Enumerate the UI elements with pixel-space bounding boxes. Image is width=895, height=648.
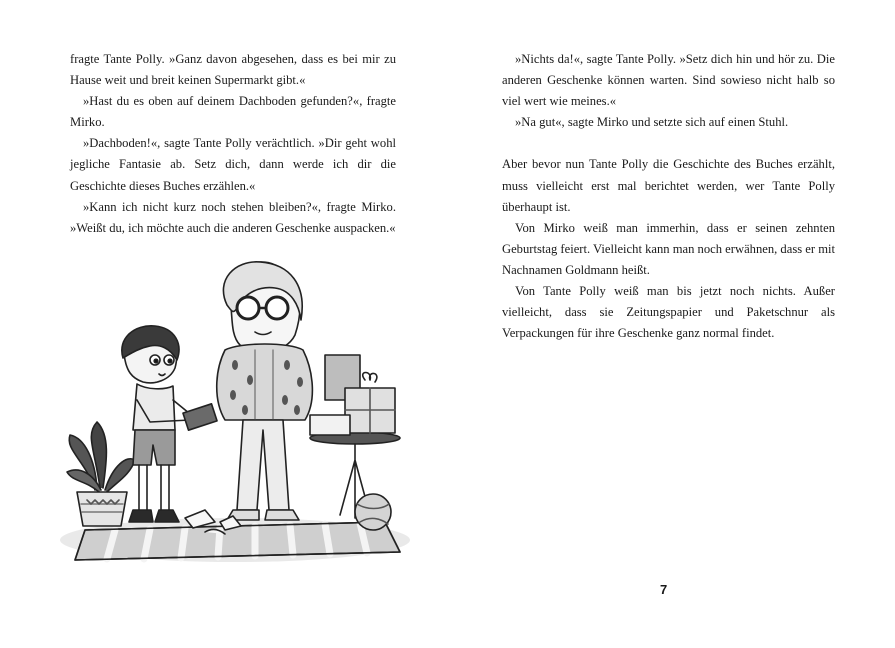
aunt-polly (217, 262, 313, 520)
right-paragraph-5: Von Tante Polly weiß man bis jetzt noch nichts. Außer vielleicht, dass sie Zeitungspapier und Paketschnur als Verpackungen für ihre Geschenke ganz normal findet. (502, 284, 835, 341)
left-paragraph-2: »Hast du es oben auf deinem Dachboden gefunden?«, fragte Mirko. (70, 94, 396, 130)
illustration-mirko-and-aunt-polly (55, 260, 415, 570)
right-paragraph-4: Von Mirko weiß man immerhin, dass er seinen zehnten Geburtstag feiert. Vielleicht kann man noch erwähnen, dass er mit Nachnamen Goldmann heißt. (502, 220, 835, 277)
right-paragraph-2: »Na gut«, sagte Mirko und setzte sich auf einen Stuhl. (515, 115, 789, 130)
right-paragraph-1: »Nichts da!«, sagte Tante Polly. »Setz dich hin und hör zu. Die anderen Geschenke können warten. Sind sowieso nicht halb so viel wert wie meines.« (502, 52, 835, 109)
side-table-with-presents (310, 355, 400, 518)
right-text-column (502, 49, 835, 344)
left-paragraph-1: fragte Tante Polly. »Ganz davon abgesehen, dass es bei mir zu Hause weit und breit keinen Supermarkt gibt.« (70, 52, 396, 88)
page-number: 7 (660, 582, 668, 597)
left-paragraph-3: »Dachboden!«, sagte Tante Polly verächtlich. »Dir geht wohl jegliche Fantasie ab. Setz dich, dann werde ich dir die Geschichte dieses Buches erzählen.« (70, 136, 396, 193)
ball (355, 494, 391, 530)
left-text-column (70, 49, 396, 239)
left-page (0, 0, 447, 648)
left-paragraph-4: »Kann ich nicht kurz noch stehen bleiben?«, fragte Mirko. »Weißt du, ich möchte auch die anderen Geschenke auspacken.« (70, 199, 396, 235)
boy-mirko (122, 326, 217, 522)
right-page (448, 0, 895, 648)
potted-plant (67, 422, 135, 526)
right-paragraph-3: Aber bevor nun Tante Polly die Geschichte des Buches erzählt, muss vielleicht erst mal berichtet werden, wer Tante Polly überhaupt ist. (502, 157, 835, 214)
